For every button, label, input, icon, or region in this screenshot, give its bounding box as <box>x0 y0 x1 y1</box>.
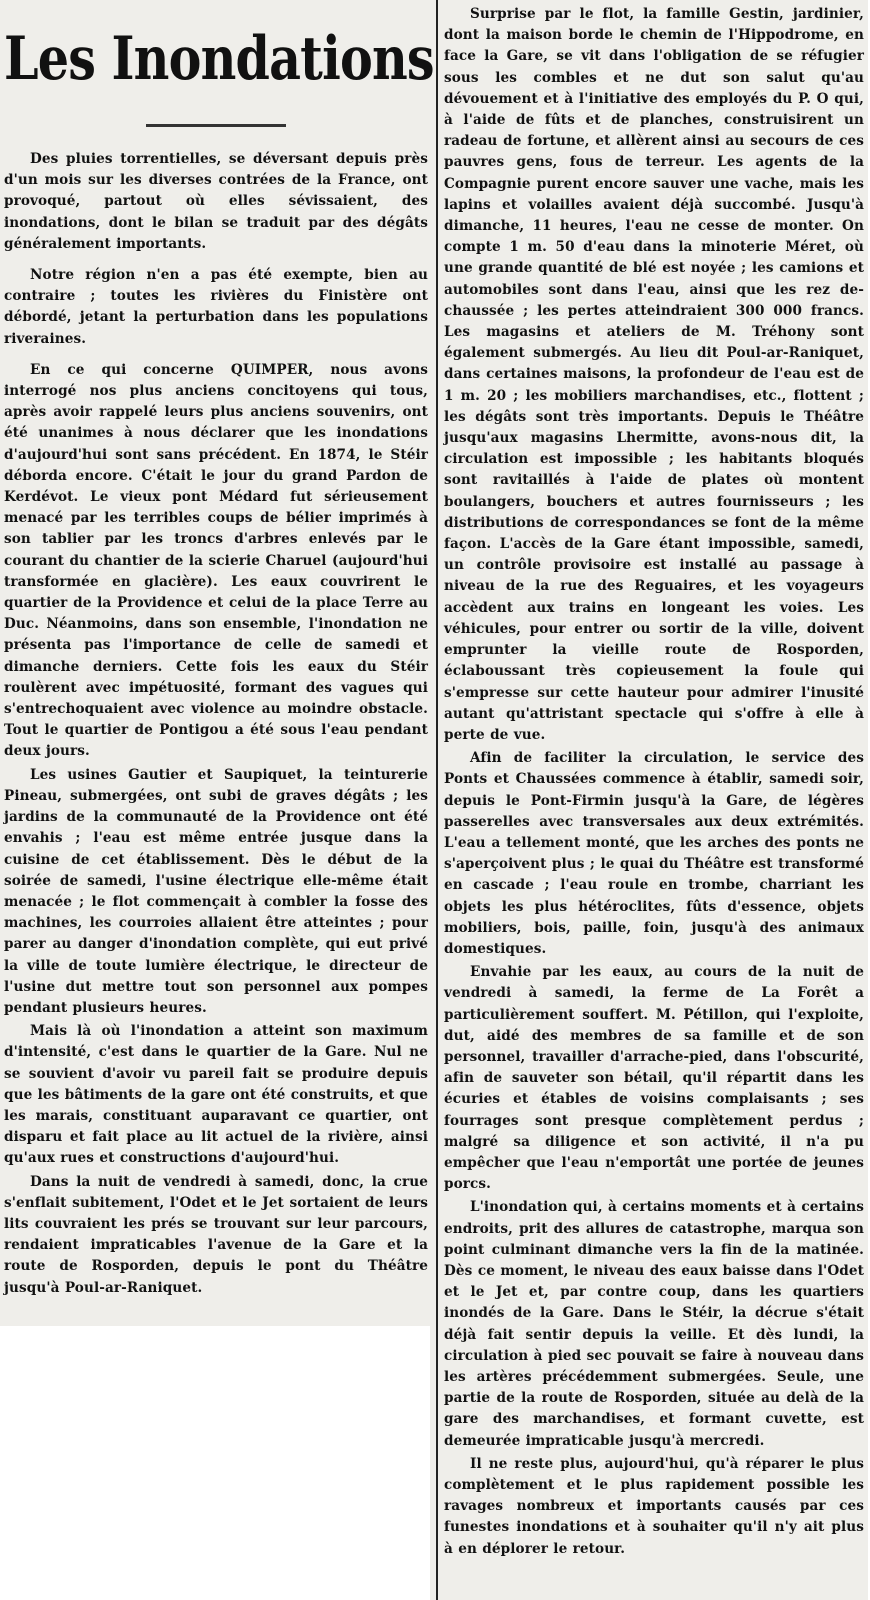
article-title: Les Inondations <box>4 24 434 94</box>
left-column <box>4 14 434 1301</box>
paragraph: Envahie par les eaux, au cours de la nuit de vendredi à samedi, la ferme de La Forêt a particulièrement souffert. M. Pétillon, qui l'exploite, dut, aidé des membres de sa famille et de son personnel, travailler d'arrache-pied, dans l'obscurité, afin de sauveter son bétail, qu'il répartit dans les écuries et étables de voisins complaisants ; ses fourrages sont presque complètement perdus ; malgré sa diligence et son activité, il n'a pu empêcher que l'eau n'emportât une portée de jeunes porcs. <box>444 964 864 1193</box>
right-column <box>444 4 864 1562</box>
paragraph: Dans la nuit de vendredi à samedi, donc, la crue s'enflait subitement, l'Odet et le Jet sortaient de leurs lits couvraient les prés se trouvant sur leur parcours, rendaient impraticables l'avenue de la Gare et la route de Rosporden, depuis le pont du Théâtre jusqu'à Poul-ar-Raniquet. <box>4 1173 428 1296</box>
paragraph: Notre région n'en a pas été exempte, bien au contraire ; toutes les rivières du Finistère ont débordé, jetant la perturbation dans les populations riveraines. <box>4 267 428 347</box>
paragraph: En ce qui concerne QUIMPER, nous avons interrogé nos plus anciens concitoyens qui tous, après avoir rappelé leurs plus anciens souvenirs, ont été unanimes à nous déclarer que les inondations d'aujourd'hui sont sans précédent. En 1874, le Stéir déborda encore. C'était le jour du grand Pardon de Kerdévot. Le vieux pont Médard fut sérieusement menacé par les terribles coups de bélier imprimés à son tablier par les troncs d'arbres enlevés par le courant du chantier de la scierie Charuel (aujourd'hui transformée en glacière). Les eaux couvrirent le quartier de la Providence et celui de la place Terre au Duc. Néanmoins, dans son ensemble, l'inondation ne présenta pas l'importance de celle de samedi et dimanche derniers. Cette fois les eaux du Stéir roulèrent avec impétuosité, formant des vagues qui s'entrechoquaient avec violence au moindre obstacle. Tout le quartier de Pontigou a été sous l'eau pendant deux jours. <box>4 361 428 760</box>
paragraph: L'inondation qui, à certains moments et à certains endroits, prit des allures de catastrophe, marqua son point culminant dimanche vers la fin de la matinée. Dès ce moment, le niveau des eaux baisse dans l'Odet et le Jet et, par contre coup, dans les quartiers inondés de la Gare. Dans le Stéir, la décrue s'était déjà fait sentir depuis la veille. Et dès lundi, la circulation à pied sec pouvait se faire à nouveau dans les artères précédemment submergées. Seule, une partie de la route de Rosporden, située au delà de la gare des marchandises, et formant cuvette, est demeurée impraticable jusqu'à mercredi. <box>444 1199 864 1449</box>
paragraph: Surprise par le flot, la famille Gestin, jardinier, dont la maison borde le chemin de l'Hippodrome, en face la Gare, se vit dans l'obligation de se réfugier sous les combles et ne dut son salut qu'au dévouement et à l'initiative des employés du P. O qui, à l'aide de fûts et de planches, construisirent un radeau de fortune, et allèrent ainsi au secours de ces pauvres gens, fous de terreur. Les agents de la Compagnie purent encore sauver une vache, mais les lapins et volailles avaient déjà succombé. Jusqu'à dimanche, 11 heures, l'eau ne cesse de monter. On compte 1 m. 50 d'eau dans la minoterie Méret, où une grande quantité de blé est noyée ; les camions et automobiles sont dans l'eau, ainsi que les rez de-chaussée ; les pertes atteindraient 300 000 francs. Les magasins et ateliers de M. Tréhony sont également submergés. Au lieu dit Poul-ar-Raniquet, dans certaines maisons, la profondeur de l'eau est de 1 m. 20 ; les mobiliers marchandises, etc., flottent ; les dégâts sont très importants. Depuis le Théâtre jusqu'aux magasins Lhermitte, avons-nous dit, la circulation est impossible ; les habitants bloqués sont ravitaillés à l'aide de plates où montent boulangers, bouchers et autres fournisseurs ; les distributions de correspondances se font de la même façon. L'accès de la Gare étant impossible, samedi, un contrôle provisoire est installé au passage à niveau de la rue des Reguaires, et les voyageurs accèdent aux trains en longeant les voies. Les véhicules, pour entrer ou sortir de la ville, doivent emprunter la vieille route de Rosporden, éclaboussant très copieusement la foule qui s'empresse sur cette hauteur pour admirer l'inusité autant qu'attristant spectacle qui s'offre à elle à perte de vue. <box>444 6 864 743</box>
paragraph: Des pluies torrentielles, se déversant depuis près d'un mois sur les diverses contrées de la France, ont provoqué, partout où elles sévissaient, des inondations, dont le bilan se traduit par des dégâts généralement importants. <box>4 151 428 252</box>
paragraph: Il ne reste plus, aujourd'hui, qu'à réparer le plus complètement et le plus rapidement possible les ravages nombreux et importants causés par ces funestes inondations et à souhaiter qu'il n'y ait plus à en déplorer le retour. <box>444 1455 864 1557</box>
paragraph: Mais là où l'inondation a atteint son maximum d'intensité, c'est dans le quartier de la Gare. Nul ne se souvient d'avoir vu pareil fait se produire depuis que les bâtiments de la gare ont été construits, et que les marais, constituant auparavant ce quartier, ont disparu et fait place au lit actuel de la rivière, ainsi qu'aux rues et constructions d'aujourd'hui. <box>4 1023 428 1167</box>
paragraph: Les usines Gautier et Saupiquet, la teinturerie Pineau, submergées, ont subi de graves dégâts ; les jardins de la communauté de la Providence ont été envahis ; l'eau est même entrée jusque dans la cuisine de cet établissement. Dès le début de la soirée de samedi, l'usine électrique elle-même était menacée ; le flot commençait à combler la fosse des machines, les courroies allaient être atteintes ; pour parer au danger d'inondation complète, qui eut privé la ville de toute lumière électrique, le directeur de l'usine dut mettre tout son personnel aux pompes pendant plusieurs heures. <box>4 766 428 1016</box>
column-divider <box>436 0 438 1600</box>
title-underline <box>146 124 286 127</box>
paragraph: Afin de faciliter la circulation, le service des Ponts et Chaussées commence à établir, samedi soir, depuis le Pont-Firmin jusqu'à la Gare, de légères passerelles avec transversales aux deux extrémités. L'eau a tellement monté, que les arches des ponts ne s'aperçoivent plus ; le quai du Théâtre est transformé en cascade ; l'eau roule en trombe, charriant les objets les plus hétéroclites, fûts d'essence, objets mobiliers, bois, paille, foin, jusqu'à des animaux domestiques. <box>444 750 864 957</box>
